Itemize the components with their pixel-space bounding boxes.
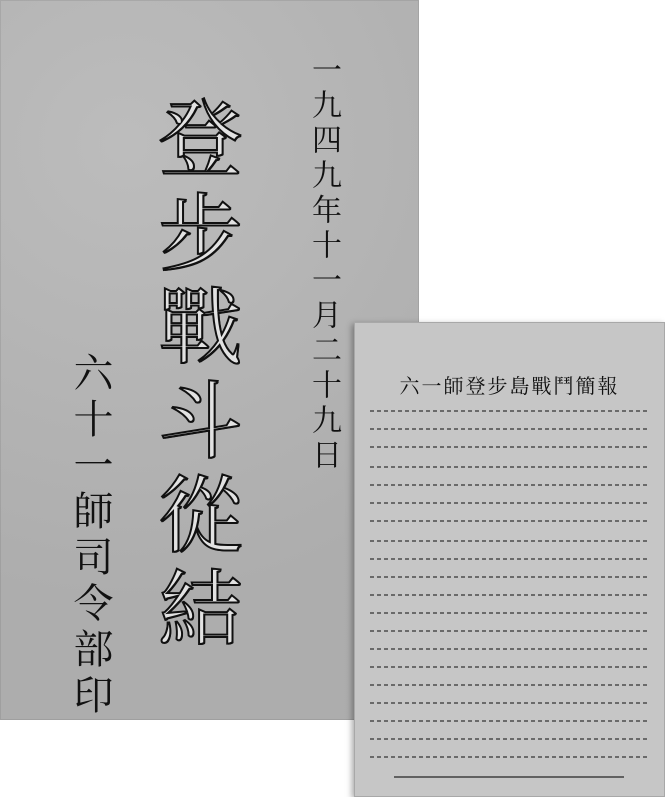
footer-rule [394,776,624,778]
illegible-text-line [370,738,650,740]
cover-date: 一九四九年十一月二十九日 [306,54,341,474]
illegible-text-line [370,594,650,596]
illegible-text-line [370,756,650,758]
illegible-text-line [370,684,650,686]
report-body-text [370,410,650,770]
illegible-text-line [370,428,650,430]
cover-title: 登步戰斗從結 [145,95,243,659]
report-page [354,322,665,797]
illegible-text-line [370,540,650,542]
illegible-text-line [370,446,650,448]
illegible-text-line [370,520,650,522]
illegible-text-line [370,484,650,486]
illegible-text-line [370,502,650,504]
illegible-text-line [370,410,650,412]
illegible-text-line [370,466,650,468]
illegible-text-line [370,720,650,722]
cover-issuer: 六十一師司令部印 [67,352,113,720]
illegible-text-line [370,702,650,704]
illegible-text-line [370,558,650,560]
report-title: 六一師登步島戰鬥簡報 [399,374,620,398]
illegible-text-line [370,576,650,578]
illegible-text-line [370,648,650,650]
illegible-text-line [370,630,650,632]
illegible-text-line [370,666,650,668]
illegible-text-line [370,612,650,614]
